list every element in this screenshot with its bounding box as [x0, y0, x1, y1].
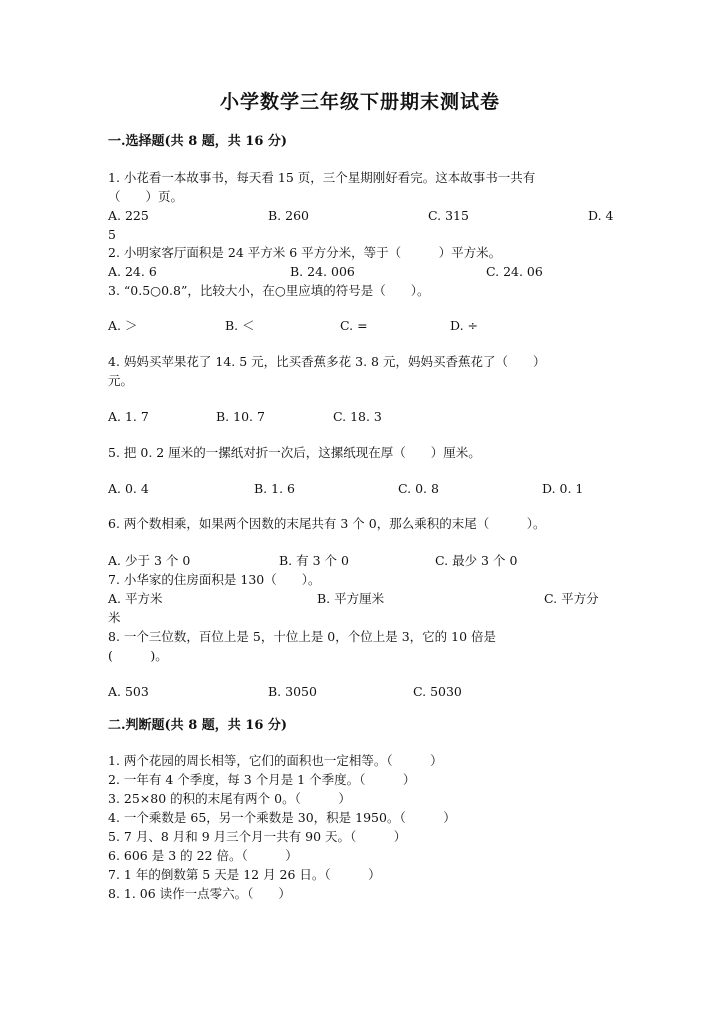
option-3b: B. ＜ — [225, 318, 255, 333]
judgment-item-8: 8. 1. 06 读作一点零六。（ ） — [108, 886, 291, 901]
option-4a: A. 1. 7 — [108, 409, 149, 424]
judgment-item-3: 3. 25×80 的积的末尾有两个 0。（ ） — [108, 791, 351, 806]
judgment-item-7: 7. 1 年的倒数第 5 天是 12 月 26 日。（ ） — [108, 867, 381, 882]
question-7-text: 7. 小华家的住房面积是 130（ ）。 — [108, 572, 321, 587]
option-3d: D. ÷ — [450, 318, 478, 333]
option-7a: A. 平方米 — [108, 591, 163, 606]
option-8b: B. 3050 — [268, 684, 317, 699]
question-1-text: 1. 小花看一本故事书，每天看 15 页，三个星期刚好看完。这本故事书一共有 — [108, 170, 536, 185]
judgment-item-2: 2. 一年有 4 个季度，每 3 个月是 1 个季度。（ ） — [108, 772, 416, 787]
judgment-item-1: 1. 两个花园的周长相等，它们的面积也一定相等。（ ） — [108, 753, 443, 768]
judgment-item-5: 5. 7 月、8 月和 9 月三个月一共有 90 天。（ ） — [108, 829, 407, 844]
option-4c: C. 18. 3 — [333, 409, 382, 424]
option-2a: A. 24. 6 — [108, 264, 157, 279]
judgment-item-4: 4. 一个乘数是 65，另一个乘数是 30，积是 1950。（ ） — [108, 810, 456, 825]
question-5-text: 5. 把 0. 2 厘米的一摞纸对折一次后，这摞纸现在厚（ ）厘米。 — [108, 445, 481, 460]
option-5c: C. 0. 8 — [398, 481, 439, 496]
question-6-text: 6. 两个数相乘，如果两个因数的末尾共有 3 个 0，那么乘积的末尾（ ）。 — [108, 516, 546, 531]
option-1d: D. 4 — [588, 208, 614, 223]
option-5d: D. 0. 1 — [542, 481, 584, 496]
option-2b: B. 24. 006 — [290, 264, 355, 279]
option-8a: A. 503 — [108, 684, 149, 699]
option-6c: C. 最少 3 个 0 — [435, 553, 518, 568]
option-1b: B. 260 — [268, 208, 309, 223]
option-1c: C. 315 — [428, 208, 469, 223]
question-8-text: 8. 一个三位数，百位上是 5，十位上是 0，个位上是 3，它的 10 倍是 — [108, 629, 497, 644]
option-2c: C. 24. 06 — [486, 264, 543, 279]
option-5b: B. 1. 6 — [254, 481, 295, 496]
option-1d-overflow: 5 — [108, 227, 116, 242]
page-title: 小学数学三年级下册期末测试卷 — [219, 91, 500, 113]
option-7c: C. 平方分 — [544, 591, 599, 606]
option-1a: A. 225 — [108, 208, 149, 223]
question-4-text: 4. 妈妈买苹果花了 14. 5 元，比买香蕉多花 3. 8 元，妈妈买香蕉花了（ ） — [108, 354, 546, 369]
section-heading-judgment: 二.判断题(共 8 题，共 16 分) — [108, 718, 288, 733]
option-7b: B. 平方厘米 — [317, 591, 385, 606]
question-2-text: 2. 小明家客厅面积是 24 平方米 6 平方分米，等于（ ）平方米。 — [108, 245, 502, 260]
option-4b: B. 10. 7 — [216, 409, 265, 424]
section-heading-choice: 一.选择题(共 8 题，共 16 分) — [108, 134, 288, 149]
question-1-text-cont: （ ）页。 — [108, 189, 184, 204]
option-3c: C. = — [340, 318, 368, 333]
question-8-text-cont: ( )。 — [108, 648, 168, 663]
option-3a: A. ＞ — [108, 318, 138, 333]
option-8c: C. 5030 — [413, 684, 462, 699]
option-6b: B. 有 3 个 0 — [279, 553, 349, 568]
option-5a: A. 0. 4 — [108, 481, 149, 496]
question-4-text-cont: 元。 — [108, 373, 134, 388]
option-6a: A. 少于 3 个 0 — [108, 553, 191, 568]
question-3-text: 3. “0.5○0.8”，比较大小，在○里应填的符号是（ ）。 — [108, 283, 430, 298]
option-7c-overflow: 米 — [108, 610, 121, 625]
judgment-item-6: 6. 606 是 3 的 22 倍。（ ） — [108, 848, 298, 863]
